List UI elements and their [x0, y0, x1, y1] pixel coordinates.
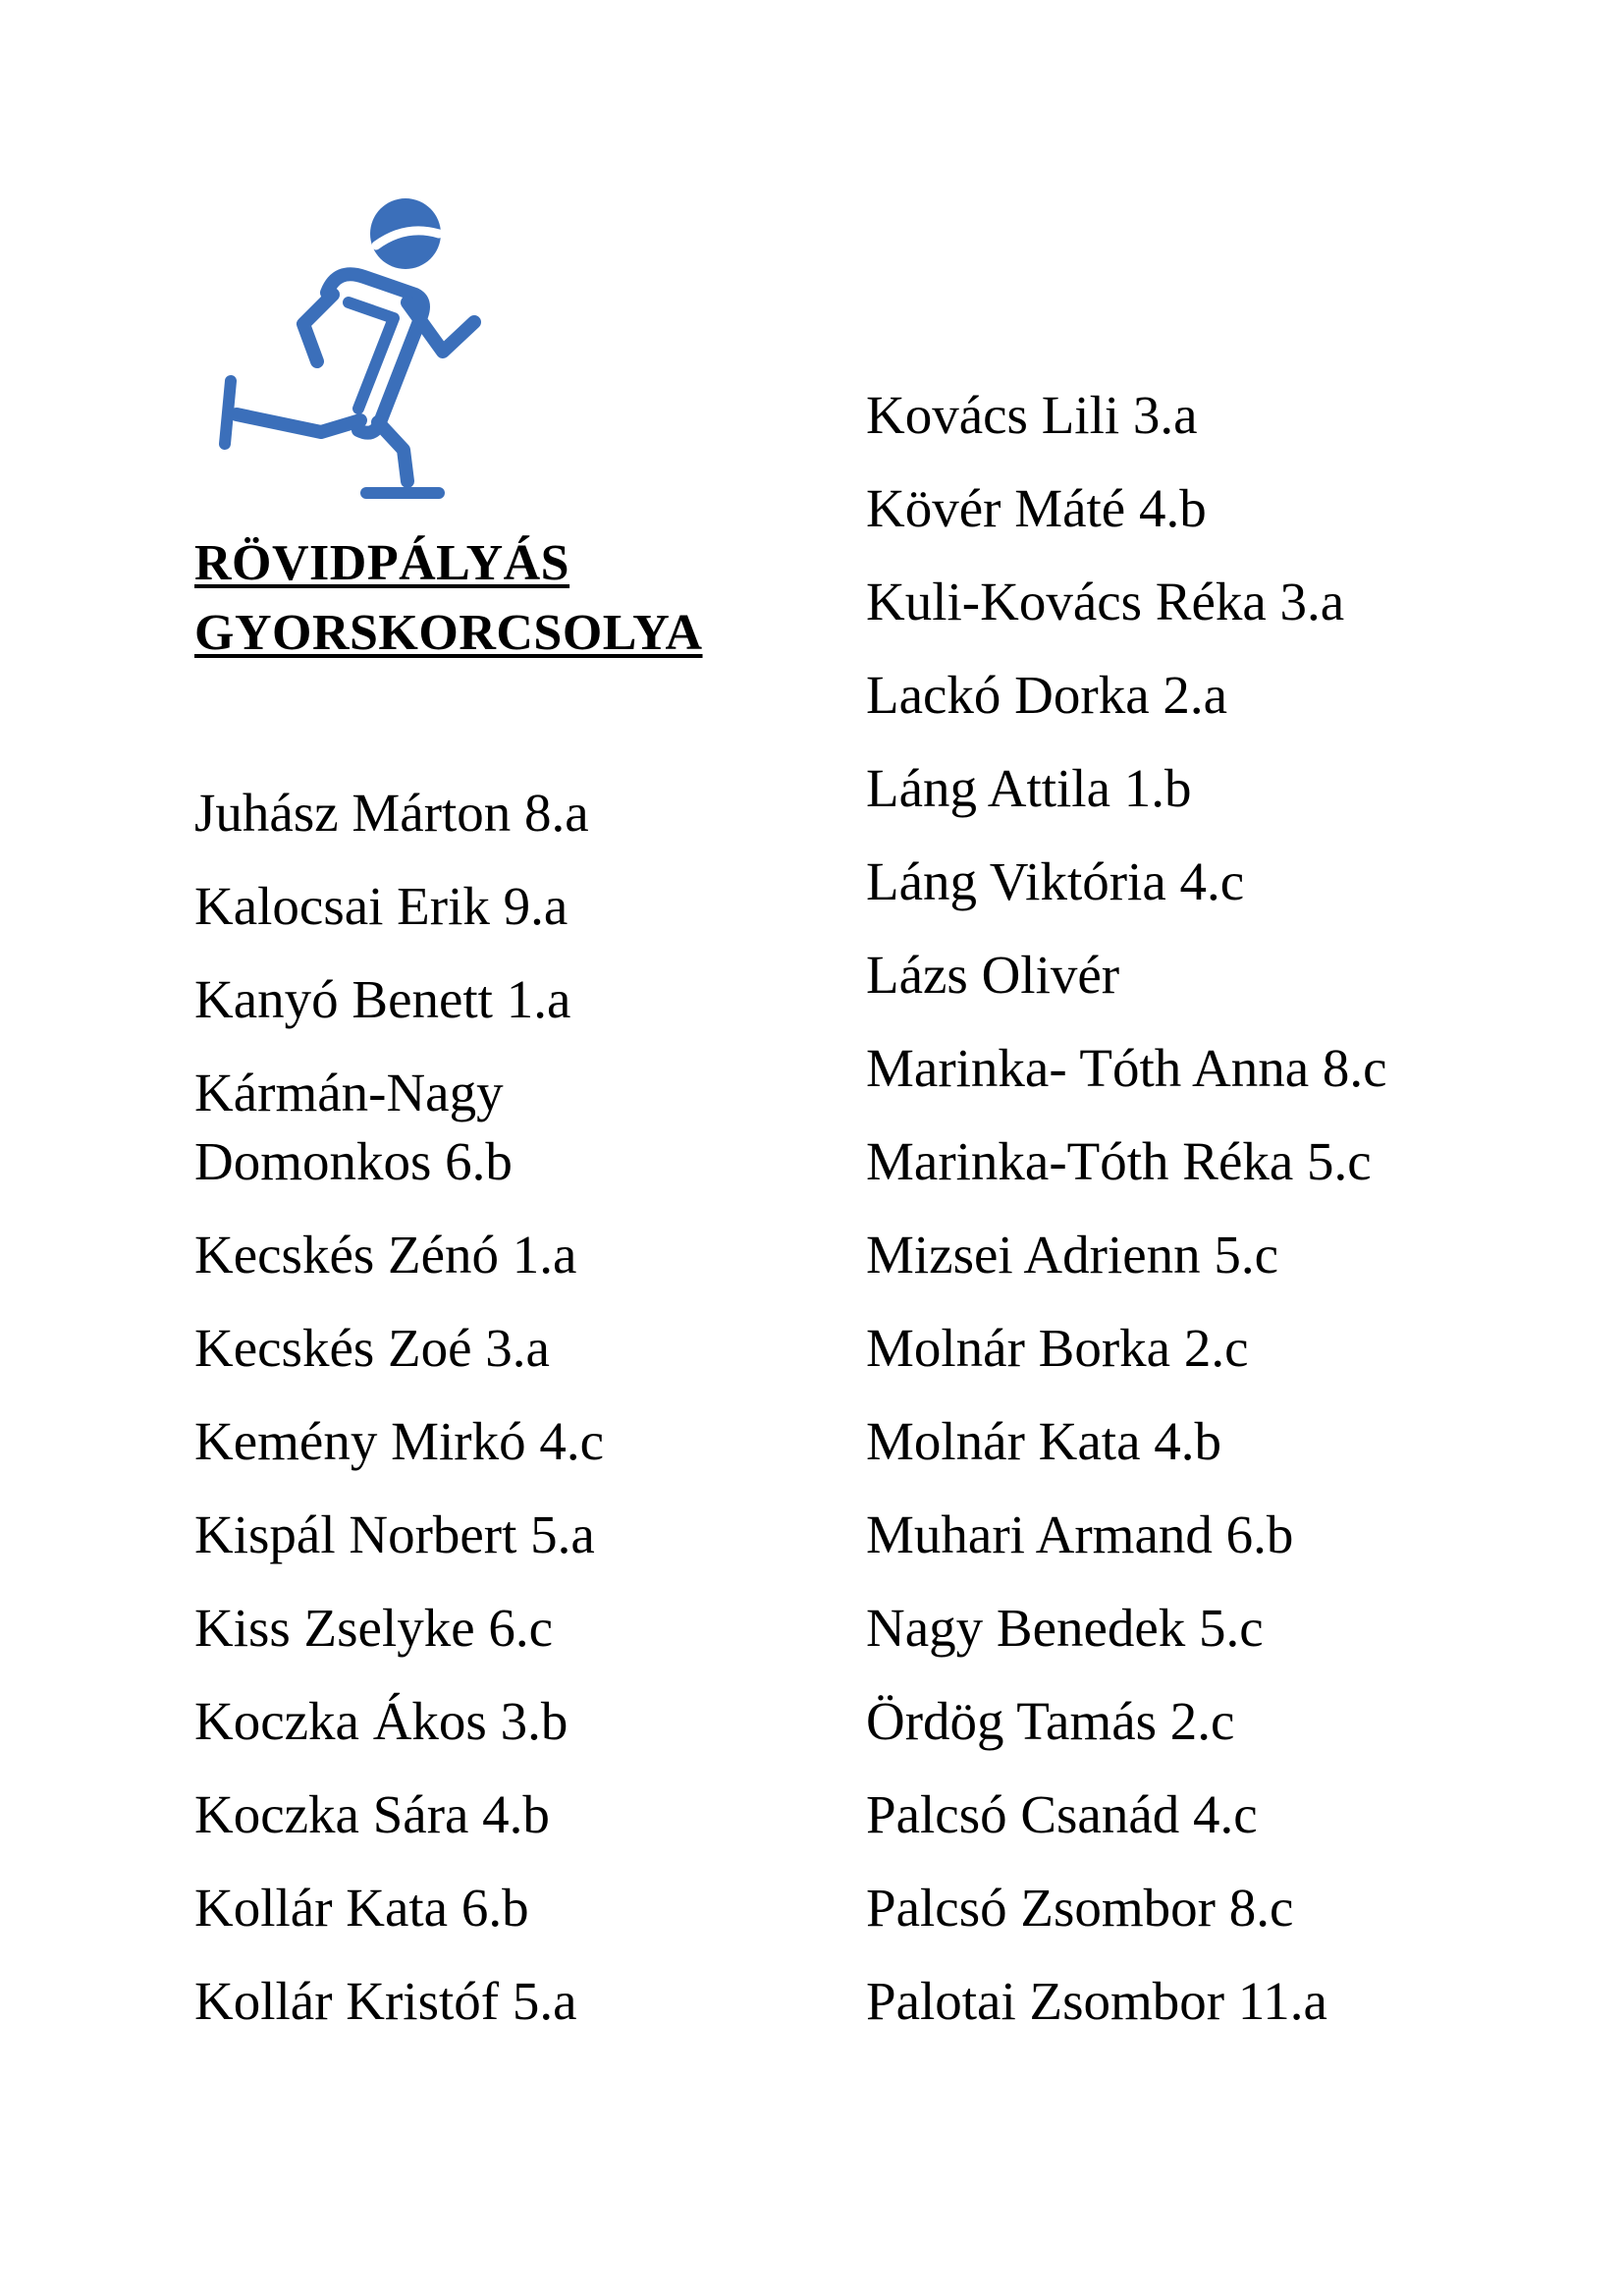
list-item: Molnár Borka 2.c: [866, 1318, 1249, 1378]
list-item: Koczka Ákos 3.b: [194, 1691, 568, 1751]
list-item: Kollár Kata 6.b: [194, 1878, 529, 1938]
list-item: Muhari Armand 6.b: [866, 1504, 1294, 1564]
name-list-left: [194, 779, 784, 2060]
title-line-2: GYORSKORCSOLYA: [194, 605, 703, 661]
page-title: [194, 528, 703, 668]
list-item: Kovács Lili 3.a: [866, 385, 1198, 445]
list-item: Kemény Mirkó 4.c: [194, 1411, 604, 1471]
list-item: Mizsei Adrienn 5.c: [866, 1225, 1279, 1285]
speed-skater-icon: [211, 187, 496, 506]
list-item: Molnár Kata 4.b: [866, 1411, 1221, 1471]
list-item: Marinka- Tóth Anna 8.c: [866, 1038, 1387, 1098]
list-item: Láng Attila 1.b: [866, 758, 1192, 818]
list-item: Palcsó Zsombor 8.c: [866, 1878, 1294, 1938]
list-item: Palcsó Csanád 4.c: [866, 1784, 1258, 1844]
list-item: Kecskés Zoé 3.a: [194, 1318, 550, 1378]
list-item: Kispál Norbert 5.a: [194, 1504, 595, 1564]
list-item: Nagy Benedek 5.c: [866, 1598, 1264, 1658]
list-item: Kollár Kristóf 5.a: [194, 1971, 577, 2031]
list-item: Kanyó Benett 1.a: [194, 969, 571, 1029]
name-list-right: [866, 381, 1573, 2060]
list-item: Kármán-Nagy Domonkos 6.b: [194, 1063, 513, 1191]
list-item: Ördög Tamás 2.c: [866, 1691, 1235, 1751]
list-item: Marinka-Tóth Réka 5.c: [866, 1131, 1372, 1191]
list-item: Láng Viktória 4.c: [866, 851, 1245, 911]
list-item: Kuli-Kovács Réka 3.a: [866, 572, 1345, 631]
list-item: Juhász Márton 8.a: [194, 783, 589, 843]
list-item: Palotai Zsombor 11.a: [866, 1971, 1327, 2031]
list-item: Lackó Dorka 2.a: [866, 665, 1228, 725]
title-line-1: RÖVIDPÁLYÁS: [194, 535, 570, 591]
list-item: Koczka Sára 4.b: [194, 1784, 550, 1844]
list-item: Kövér Máté 4.b: [866, 478, 1207, 538]
list-item: Kecskés Zénó 1.a: [194, 1225, 577, 1285]
list-item: Lázs Olivér: [866, 945, 1120, 1005]
list-item: Kiss Zselyke 6.c: [194, 1598, 554, 1658]
list-item: Kalocsai Erik 9.a: [194, 876, 568, 936]
